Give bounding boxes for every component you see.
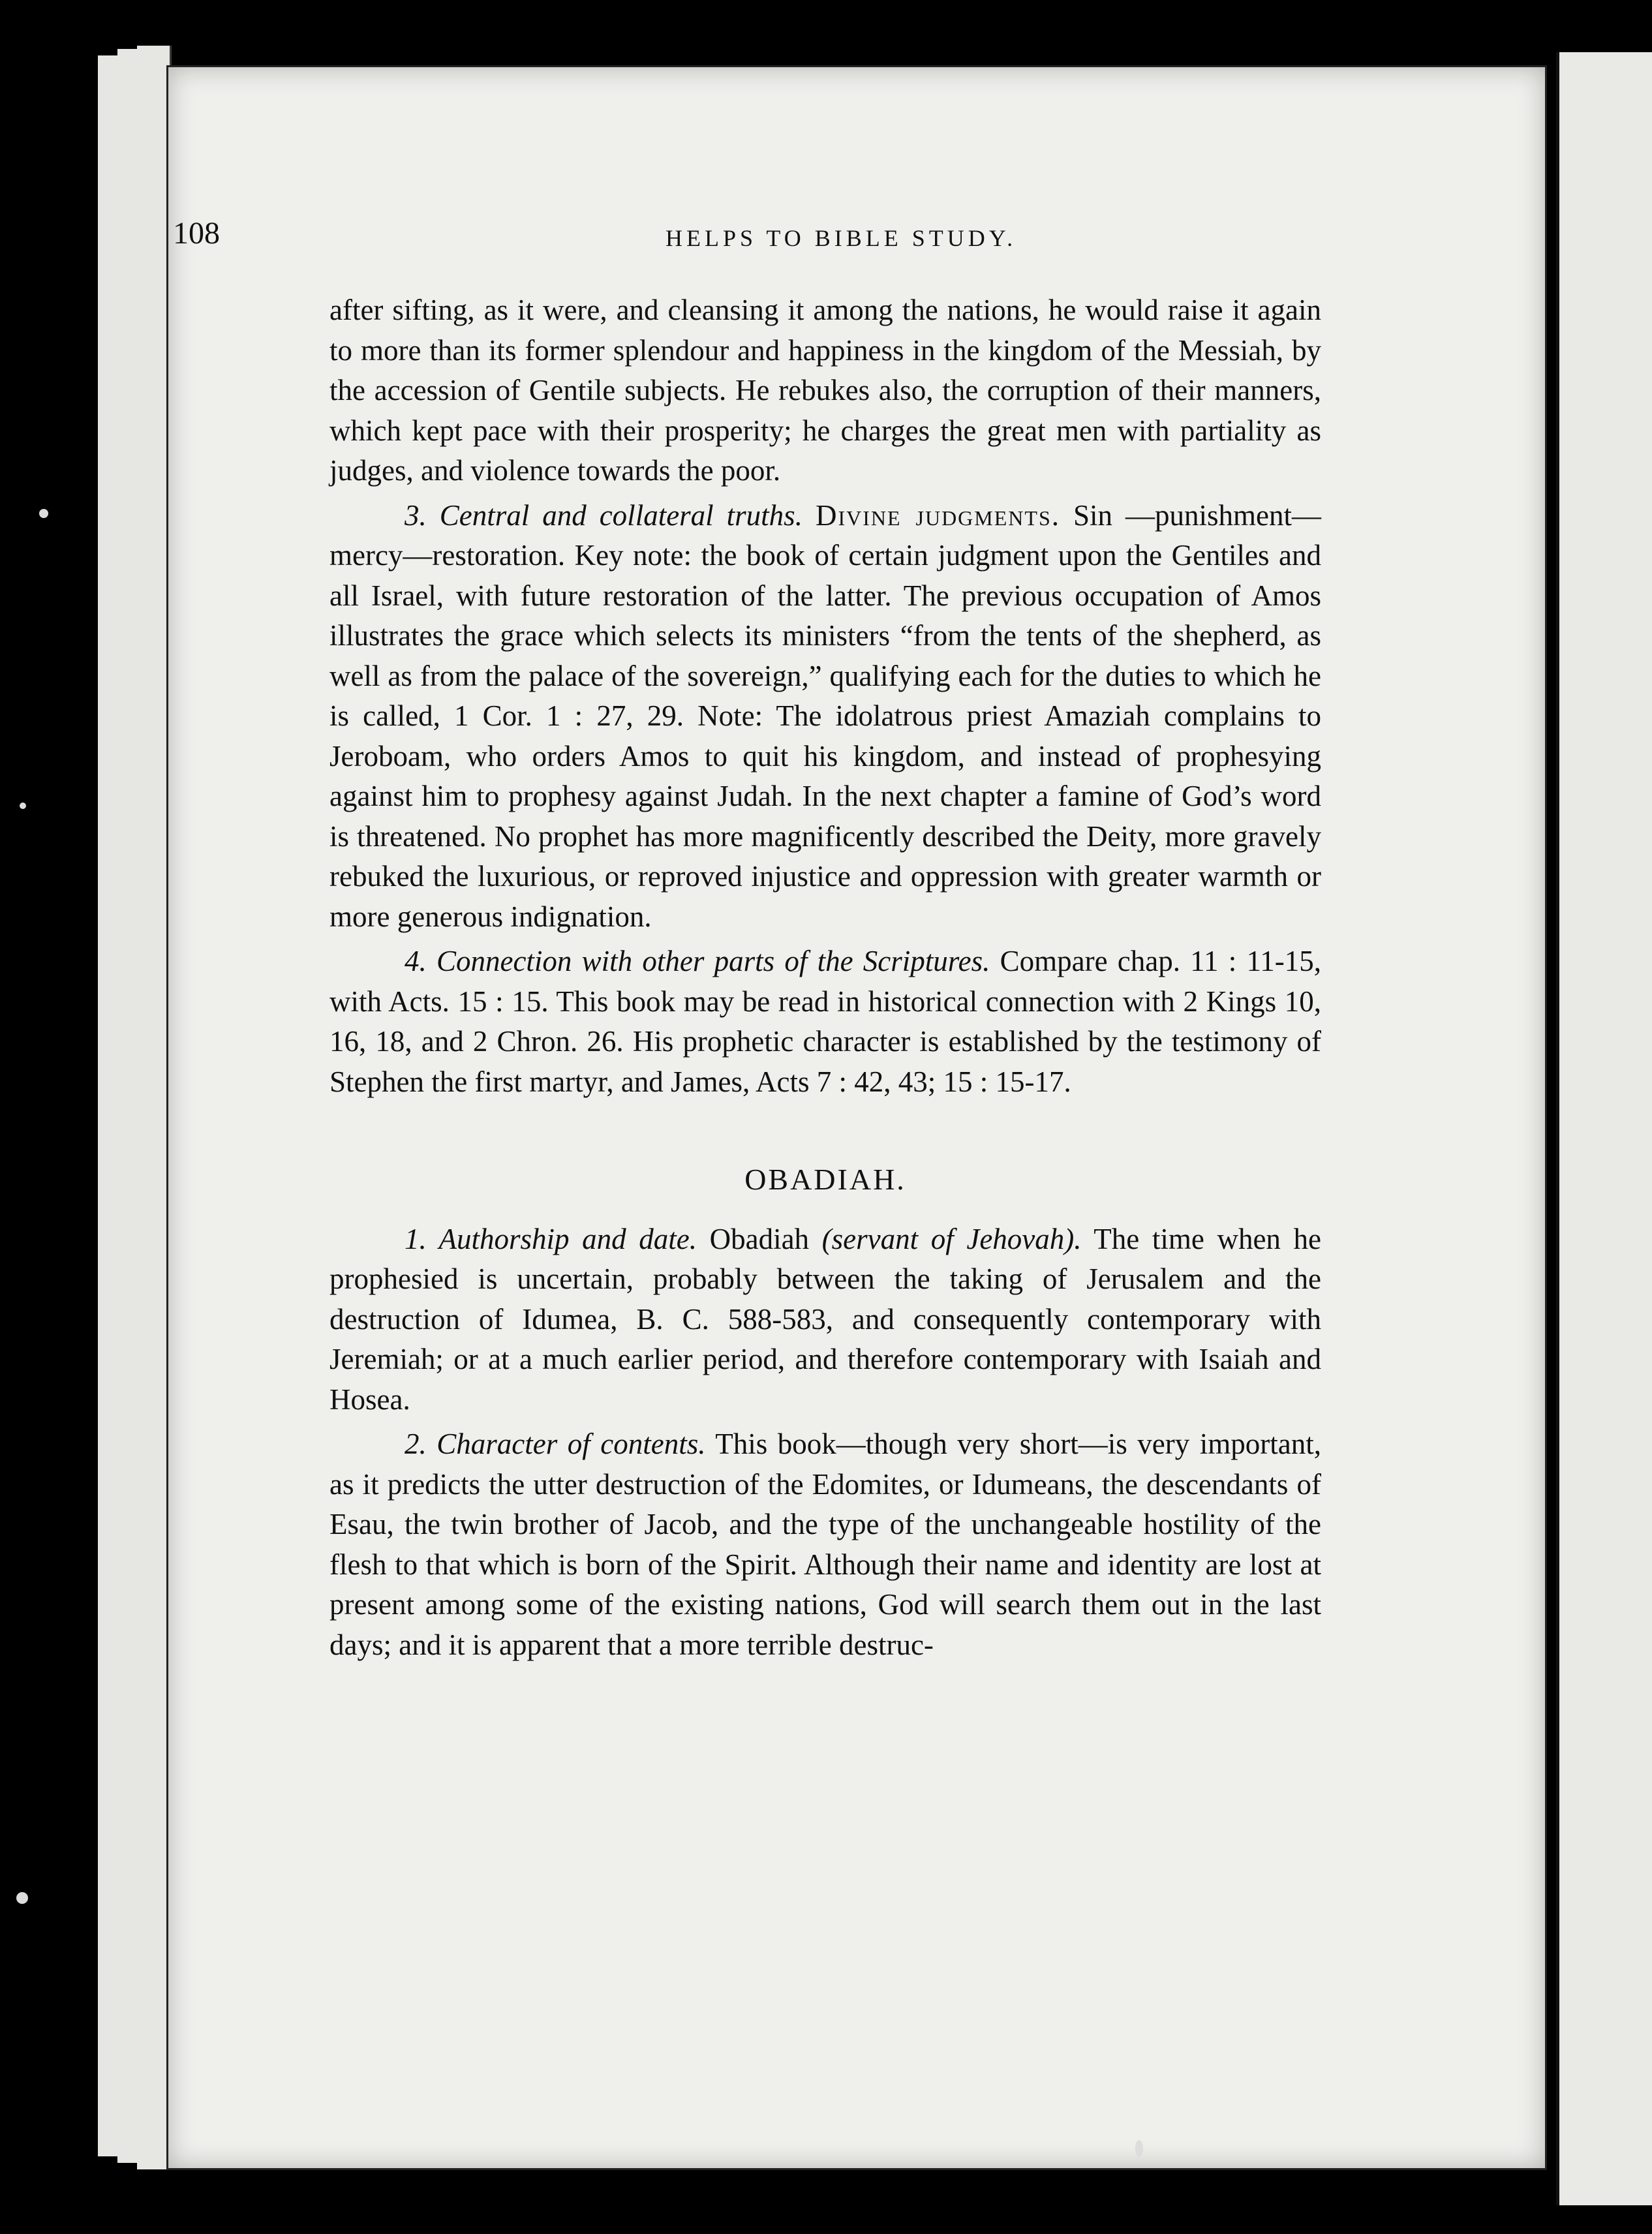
scan-speck	[20, 803, 26, 809]
keyword: Divine judgments.	[815, 498, 1060, 532]
section-heading: 4. Connection with other parts of the Scriptures.	[405, 945, 990, 977]
paragraph	[329, 941, 1321, 1102]
paragraph	[329, 1219, 1321, 1420]
name-gloss: (servant of Jehovah).	[821, 1222, 1082, 1255]
paragraph	[329, 1424, 1321, 1665]
facing-page-edge	[1556, 52, 1652, 2205]
paragraph-text: The time when he prophesied is uncertain, probably between the taking of Jerusalem and the destruction of Idumea, B. C. 588-583, and consequently contemporary with Jeremiah; or at a much earlier period, and therefore contemporary with Isaiah and Hosea.	[329, 1222, 1321, 1416]
page-number: 108	[173, 216, 220, 251]
page-body	[329, 290, 1321, 1670]
section-title: OBADIAH.	[744, 1163, 906, 1196]
section-heading: 1. Authorship and date.	[405, 1222, 697, 1255]
scan-speck	[39, 509, 48, 518]
running-head: HELPS TO BIBLE STUDY.	[665, 225, 1017, 251]
paragraph-text: Compare chap. 11 : 11-15, with Acts. 15 : 15. This book may be read in historical connection with 2 Kings 10, 16, 18, and 2 Chron. 26. His prophetic character is established by the testimony of Stephen the first martyr, and James, Acts 7 : 42, 43; 15 : 15-17.	[329, 945, 1322, 1098]
paragraph-text: This book—though very short—is very important, as it predicts the utter destruction of the Edomites, or Idumeans, the descendants of Esau, the twin brother of Jacob, and the type of the unchangeable hostility of the flesh to that which is born of the Spirit. Although their name and identity are lost at present among some of the existing nations, God will search them out in the last days; and it is apparent that a more terrible destruc-	[329, 1428, 1322, 1661]
page-header	[173, 215, 1347, 268]
paragraph	[329, 496, 1321, 938]
paragraph: after sifting, as it were, and cleansing it among the nations, he would raise it again to more than its former splendour and happiness in the kingdom of the Messiah, by the accession of Gentile subjects. He rebukes also, the corruption of their manners, which kept pace with their prosperity; he charges the great men with partiality as judges, and violence towards the poor.	[329, 294, 1321, 487]
paragraph-text: Sin —punishment—mercy—restoration. Key note: the book of certain judgment upon the Gentiles and all Israel, with future restoration of the latter. The previous occupation of Amos illustrates the grace which selects its ministers “from the tents of the shepherd, as well as from the palace of the sovereign,” qualifying each for the duties to which he is called, 1 Cor. 1 : 27, 29. Note: The idolatrous priest Amaziah complains to Jeroboam, who orders Amos to quit his kingdom, and instead of prophesying against him to prophesy against Judah. In the next chapter a famine of God’s word is threatened. No prophet has more magnificently described the Deity, more gravely rebuked the luxurious, or reproved injustice and oppression with greater warmth or more generous indignation.	[329, 498, 1322, 933]
section-heading: 2. Character of contents.	[405, 1428, 706, 1460]
section-heading: 3. Central and collateral truths.	[405, 498, 803, 532]
book-name: Obadiah	[709, 1222, 810, 1255]
scan-speck	[16, 1892, 28, 1904]
scan-speck	[1135, 2140, 1143, 2157]
